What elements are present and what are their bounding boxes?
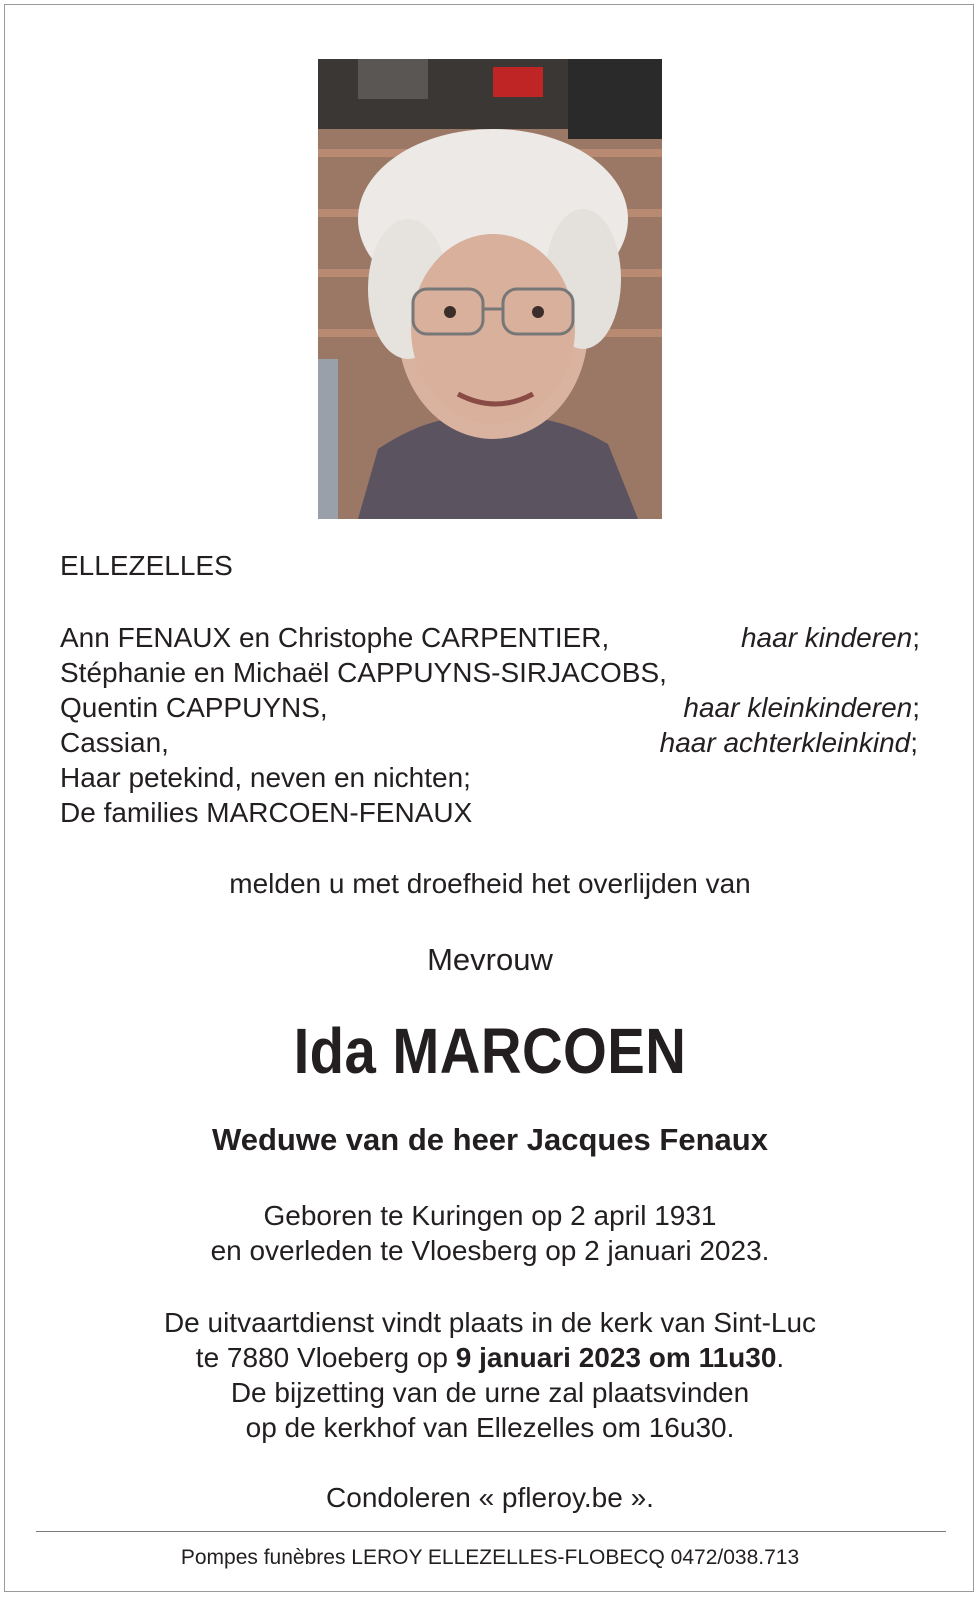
family-line bbox=[60, 655, 920, 690]
relation-punct: ; bbox=[912, 692, 920, 723]
service-line-4: op de kerkhof van Ellezelles om 16u30. bbox=[245, 1412, 735, 1443]
portrait-photo bbox=[318, 59, 662, 519]
service-place: te 7880 Vloeberg op bbox=[195, 1342, 456, 1373]
place-name: ELLEZELLES bbox=[60, 550, 233, 581]
service-punct: . bbox=[776, 1342, 785, 1373]
family-member-name: Ann FENAUX en Christophe CARPENTIER, bbox=[60, 622, 610, 653]
relation-label: haar kinderen bbox=[740, 622, 913, 653]
funeral-home-footer: Pompes funèbres LEROY ELLEZELLES-FLOBECQ 0472/038.713 bbox=[180, 1546, 800, 1569]
relation-punct: ; bbox=[912, 622, 920, 653]
life-dates bbox=[0, 1198, 980, 1268]
family-member-name: De families MARCOEN-FENAUX bbox=[60, 797, 473, 828]
deceased-name: Ida MARCOEN bbox=[293, 1015, 687, 1087]
relation-label: haar achterkleinkind bbox=[659, 727, 911, 758]
family-member-name: Quentin CAPPUYNS, bbox=[60, 692, 328, 723]
family-relation bbox=[683, 690, 920, 725]
announcement-text: melden u met droefheid het overlijden van bbox=[229, 868, 751, 899]
birth-line: Geboren te Kuringen op 2 april 1931 bbox=[263, 1200, 717, 1231]
family-relation bbox=[660, 725, 918, 760]
service-datetime: 9 januari 2023 om 11u30 bbox=[455, 1342, 777, 1373]
relation-punct: ; bbox=[910, 727, 918, 758]
family-member-name: Stéphanie en Michaël CAPPUYNS-SIRJACOBS, bbox=[60, 657, 667, 688]
family-line bbox=[60, 760, 920, 795]
death-line: en overleden te Vloesberg op 2 januari 2023. bbox=[210, 1235, 770, 1266]
family-member-name: Haar petekind, neven en nichten; bbox=[60, 762, 471, 793]
family-line bbox=[60, 620, 920, 655]
family-member-name: Cassian, bbox=[60, 727, 169, 758]
condolences-link: Condoleren « pfleroy.be ». bbox=[326, 1482, 654, 1513]
family-line bbox=[60, 725, 920, 760]
family-line bbox=[60, 690, 920, 725]
service-line-1: De uitvaartdienst vindt plaats in de kerk van Sint-Luc bbox=[163, 1307, 817, 1338]
family-relation bbox=[741, 620, 920, 655]
honorific-title: Mevrouw bbox=[427, 942, 553, 977]
service-details bbox=[0, 1305, 980, 1445]
divider bbox=[36, 1531, 946, 1532]
service-line-3: De bijzetting van de urne zal plaatsvinden bbox=[230, 1377, 750, 1408]
family-line bbox=[60, 795, 920, 830]
family-list bbox=[60, 620, 920, 830]
relation-label: haar kleinkinderen bbox=[683, 692, 913, 723]
widow-line: Weduwe van de heer Jacques Fenaux bbox=[212, 1122, 768, 1157]
service-line-2 bbox=[0, 1340, 980, 1375]
